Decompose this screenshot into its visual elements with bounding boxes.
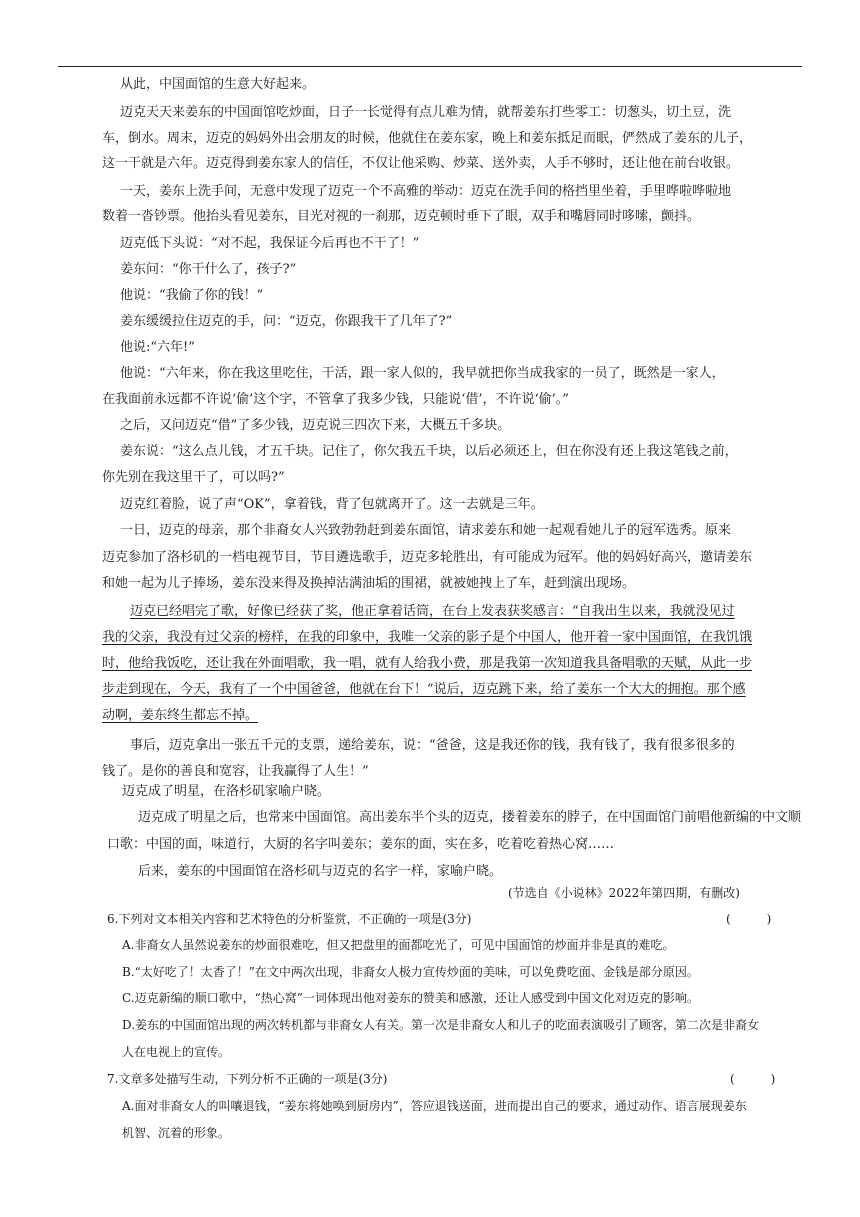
paragraph-12-line-1: 一日，迈克的母亲，那个非裔女人兴致勃勃赶到姜东面馆，请求姜东和她一起观看她儿子的冠军选秀。原来	[120, 523, 732, 538]
paragraph-10-line-1: 姜东说：“这么点儿钱，才五千块。记住了，你欠我五千块，以后必须还上，但在你没有还上我这笔钱之前，	[120, 444, 738, 459]
paragraph-15: 迈克成了明星，在洛杉矶家喻户晓。	[122, 784, 331, 799]
underlined-passage-line-5: 动啊，姜东终生都忘不掉。	[102, 708, 259, 723]
paragraph-14-line-2: 钱了。是你的善良和宽容，让我赢得了人生！”	[102, 764, 369, 779]
paragraph-16-line-2: 口歌：中国的面，味道行，大厨的名字叫姜东；姜东的面，实在多，吃着吃着热心窝……	[107, 837, 615, 852]
paragraph-3: 迈克低下头说：“对不起，我保证今后再也不干了！”	[120, 236, 420, 251]
underlined-passage-line-4: 步走到现在，今天，我有了一个中国爸爸，他就在台下！”说后，迈克跳下来，给了姜东一个大大的拥抱。那个感	[102, 682, 746, 697]
paragraph-9: 之后，又问迈克“借”了多少钱，迈克说三四次下来，大概五千多块。	[120, 418, 511, 433]
question-6-option-c: C.迈克新编的顺口歌中，“热心窝”一词体现出他对姜东的赞美和感激，还让人感受到中国文化对迈克的影响。	[122, 991, 699, 1005]
paragraph-7: 他说:“六年!”	[120, 340, 195, 355]
underlined-passage-line-2: 我的父亲，我没有过父亲的榜样，在我的印象中，我唯一父亲的影子是个中国人，他开着一家中国面馆，在我饥饿	[102, 630, 753, 645]
question-7-option-a-line-1: A.面对非裔女人的叫嚷退钱，“姜东将她唤到厨房内”，答应退钱送面，进而提出自己的要求，通过动作、语言展现姜东	[122, 1099, 747, 1113]
source-citation: (节选自《小说林》2022年第四期，有删改)	[508, 886, 740, 900]
paragraph-16-line-1: 迈克成了明星之后，也常来中国面馆。高出姜东半个头的迈克，搂着姜东的脖子，在中国面馆门前唱他新编的中文顺	[138, 810, 802, 825]
paragraph-1-line-1: 迈克天天来姜东的中国面馆吃炒面，日子一长觉得有点儿难为情，就帮姜东打些零工：切葱头，切土豆，洗	[120, 105, 732, 120]
header-rule	[58, 66, 802, 67]
paragraph-5: 他说：“我偷了你的钱！”	[120, 288, 264, 303]
question-6-option-b: B.“太好吃了！太香了！”在文中两次出现，非裔女人极力宣传炒面的美味，可以免费吃面、金钱是部分原因。	[122, 965, 699, 979]
question-6-option-d-line-2: 人在电视上的宣传。	[122, 1045, 231, 1059]
paragraph-2-line-2: 数着一沓钞票。他抬头看见姜东，目光对视的一刹那，迈克顿时垂下了眼，双手和嘴唇同时哆嗦，颤抖。	[102, 209, 701, 224]
paragraph-12-line-2: 迈克参加了洛杉矶的一档电视节目，节目遴选歌手，迈克多轮胜出，有可能成为冠军。他的妈妈好高兴，邀请姜东	[102, 550, 753, 565]
paragraph-10-line-2: 你先别在我这里干了，可以吗?”	[102, 470, 285, 485]
paragraph-14-line-1: 事后，迈克拿出一张五千元的支票，递给姜东，说：“爸爸，这是我还你的钱，我有钱了，我有很多很多的	[130, 738, 735, 753]
question-7-answer-bracket: ( )	[730, 1072, 776, 1086]
paragraph-12-line-3: 和她一起为儿子捧场，姜东没来得及换掉沾满油垢的围裙，就被她拽上了车，赶到演出现场。	[102, 576, 636, 591]
paragraph-8-line-1: 他说：“六年来，你在我这里吃住，干活，跟一家人似的，我早就把你当成我家的一员了，既然是一家人，	[120, 366, 725, 381]
paragraph-2-line-1: 一天，姜东上洗手间，无意中发现了迈克一个不高雅的举动：迈克在洗手间的格挡里坐着，手里哗啦哗啦地	[120, 184, 732, 199]
paragraph-17: 后来，姜东的中国面馆在洛杉矶与迈克的名字一样，家喻户晓。	[138, 864, 503, 879]
paragraph-4: 姜东问：“你干什么了，孩子?”	[120, 262, 297, 277]
question-6-answer-bracket: ( )	[726, 912, 772, 926]
question-7-stem: 7.文章多处描写生动，下列分析不正确的一项是(3分)	[107, 1072, 388, 1086]
question-7-option-a-line-2: 机智、沉着的形象。	[122, 1126, 231, 1140]
question-6-option-d-line-1: D.姜东的中国面馆出现的两次转机都与非裔女人有关。第一次是非裔女人和儿子的吃面表演吸引了顾客，第二次是非裔女	[122, 1018, 760, 1032]
question-6-option-a: A.非裔女人虽然说姜东的炒面很难吃，但又把盘里的面都吃光了，可见中国面馆的炒面并非是真的难吃。	[122, 938, 675, 952]
paragraph-6: 姜东缓缓拉住迈克的手，问：“迈克，你跟我干了几年了?”	[120, 314, 453, 329]
paragraph-1-line-3: 这一干就是六年。迈克得到姜东家人的信任，不仅让他采购、炒菜、送外卖，人手不够时，还让他在前台收银。	[102, 156, 740, 171]
paragraph-1-line-2: 车，倒水。周末，迈克的妈妈外出会朋友的时候，他就住在姜东家，晚上和姜东抵足而眠，俨然成了姜东的儿子，	[102, 131, 753, 146]
underlined-passage-line-3: 时，他给我饭吃，还让我在外面唱歌，我一唱，就有人给我小费，那是我第一次知道我具备唱歌的天赋，从此一步	[102, 656, 753, 671]
paragraph-8-line-2: 在我面前永远都不许说‘偷’这个字，不管拿了我多少钱，只能说‘借’，不许说‘偷’。”	[102, 392, 569, 407]
underlined-passage-line-1: 迈克已经唱完了歌，好像已经获了奖，他正拿着话筒，在台上发表获奖感言：“自我出生以来，我就没见过	[130, 604, 735, 619]
paragraph-opening: 从此，中国面馆的生意大好起来。	[120, 77, 316, 92]
question-6-stem: 6.下列对文本相关内容和艺术特色的分析鉴赏，不正确的一项是(3分)	[107, 912, 472, 926]
paragraph-11: 迈克红着脸，说了声“OK”，拿着钱，背了包就离开了。这一去就是三年。	[120, 497, 544, 512]
